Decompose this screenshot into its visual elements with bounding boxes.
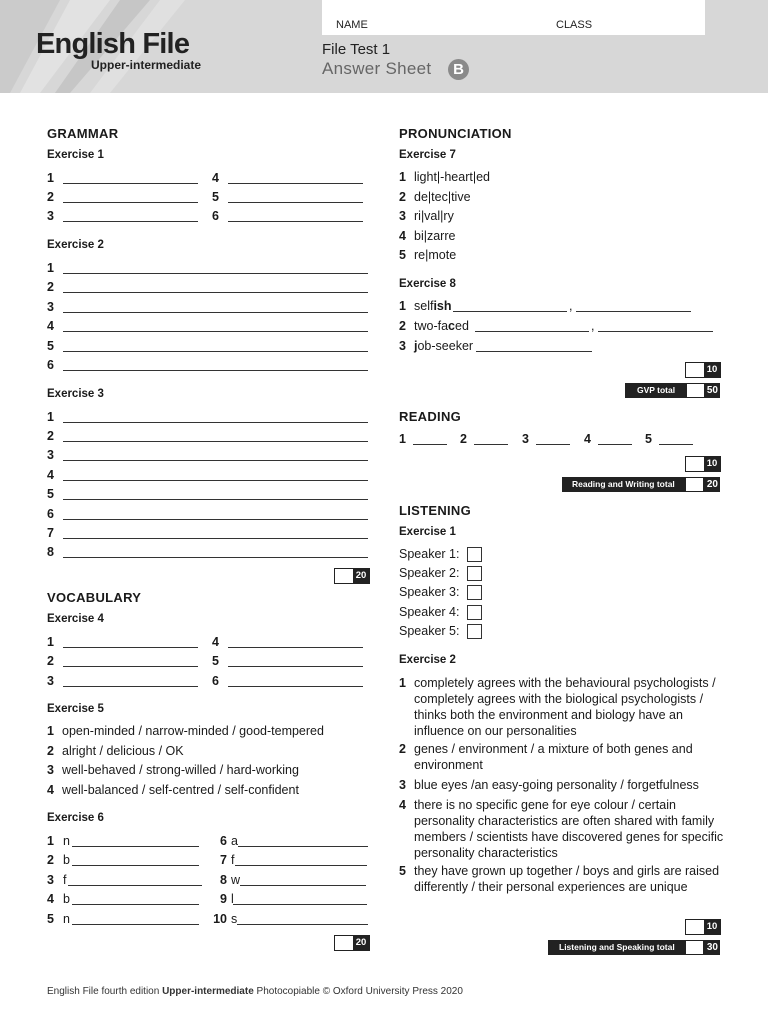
list-item[interactable]: 5 re|mote: [399, 248, 457, 262]
answer-line[interactable]: [63, 441, 368, 442]
answer-line[interactable]: [63, 557, 368, 558]
item-number: 1: [47, 261, 54, 275]
item-number: 1: [47, 834, 54, 848]
item-number: 5: [645, 432, 652, 446]
item-number: 2: [47, 190, 54, 204]
answer-line[interactable]: [233, 904, 367, 905]
reading-heading: READING: [399, 409, 462, 424]
item-number: 7: [47, 526, 54, 540]
answer-line[interactable]: [453, 311, 567, 312]
answer-line[interactable]: [413, 444, 447, 445]
class-label: CLASS: [556, 19, 593, 31]
item-number: 8: [47, 545, 54, 559]
answer-line[interactable]: [598, 444, 632, 445]
speaker-row: Speaker 1:: [399, 547, 482, 562]
vocabulary-score-value: 20: [353, 936, 369, 950]
answer-line[interactable]: [238, 846, 368, 847]
answer-line[interactable]: [72, 904, 199, 905]
listening-speaking-total-value: 30: [706, 942, 718, 953]
answer-line[interactable]: [228, 183, 363, 184]
listening-score-value: 10: [704, 920, 720, 934]
listening-heading: LISTENING: [399, 503, 472, 518]
footer-copyright: English File fourth edition Upper-intermediate Photocopiable © Oxford University Press 2020: [47, 986, 463, 997]
item-number: 10: [213, 912, 227, 926]
header-banner: [0, 0, 768, 93]
reading-score-value: 10: [704, 457, 720, 471]
answer-line[interactable]: [72, 924, 199, 925]
list-item[interactable]: 3 well-behaved / strong-willed / hard-working: [47, 763, 299, 777]
name-class-box[interactable]: [322, 0, 705, 35]
item-number: 1: [47, 635, 54, 649]
answer-line[interactable]: [63, 480, 368, 481]
first-letter: l: [231, 892, 234, 906]
answer-line[interactable]: [63, 422, 368, 423]
answer-line[interactable]: [63, 499, 368, 500]
item-number: 9: [220, 892, 227, 906]
item-number: 5: [212, 190, 219, 204]
list-item[interactable]: 1 open-minded / narrow-minded / good-tempered: [47, 724, 324, 738]
gvp-total-value: 50: [706, 385, 718, 396]
file-test-title: File Test 1: [322, 41, 391, 58]
answer-box[interactable]: [467, 624, 482, 639]
first-letter: n: [63, 912, 70, 926]
answer-line[interactable]: [474, 444, 508, 445]
listening-speaking-total-bar: [548, 940, 720, 955]
grammar-score-value: 20: [353, 569, 369, 583]
first-letter: b: [63, 853, 70, 867]
item-number: 4: [212, 635, 219, 649]
item-number: 4: [47, 892, 54, 906]
answer-box[interactable]: [467, 605, 482, 620]
answer-line[interactable]: [228, 647, 363, 648]
item-number: 2: [47, 654, 54, 668]
speaker-row: Speaker 2:: [399, 566, 482, 581]
answer-line[interactable]: [63, 292, 368, 293]
answer-line[interactable]: [63, 331, 368, 332]
grammar-score-box[interactable]: [334, 568, 370, 584]
speaker-row: Speaker 3:: [399, 585, 482, 600]
item-number: 6: [47, 507, 54, 521]
item-number: 4: [584, 432, 591, 446]
pronunciation-score-value: 10: [704, 363, 720, 377]
vocabulary-score-box[interactable]: [334, 935, 370, 951]
answer-line[interactable]: [228, 202, 363, 203]
item-number: 2: [47, 429, 54, 443]
item-number: 6: [212, 209, 219, 223]
first-letter: w: [231, 873, 241, 887]
item-number: 2: [47, 280, 54, 294]
answer-line[interactable]: [659, 444, 693, 445]
reading-score-box[interactable]: [685, 456, 721, 472]
answer-line[interactable]: [63, 370, 368, 371]
item-number: 5: [47, 487, 54, 501]
pronunciation-score-box[interactable]: [685, 362, 721, 378]
answer-line[interactable]: [476, 351, 592, 352]
vocabulary-heading: VOCABULARY: [47, 590, 142, 605]
exercise-8-label: Exercise 8: [399, 278, 456, 290]
answer-line[interactable]: [63, 519, 368, 520]
answer-line[interactable]: [63, 686, 198, 687]
answer-line[interactable]: [237, 924, 368, 925]
item-number: 3: [47, 448, 54, 462]
answer-line[interactable]: [63, 221, 198, 222]
listening-speaking-total-label: Listening and Speaking total: [559, 942, 675, 952]
answer-line[interactable]: [536, 444, 570, 445]
answer-line[interactable]: [63, 183, 198, 184]
logo-title: English File: [36, 28, 190, 60]
item-number: 1: [399, 432, 406, 446]
answer-line[interactable]: [63, 538, 368, 539]
answer-box[interactable]: [467, 566, 482, 581]
answer-line[interactable]: [63, 460, 368, 461]
item-number: 1: [47, 171, 54, 185]
item-number: 2: [460, 432, 467, 446]
gvp-total-input[interactable]: [687, 384, 704, 397]
list-item[interactable]: 1 light|-heart|ed: [399, 170, 490, 184]
list-item[interactable]: 2 de|tec|tive: [399, 190, 471, 204]
reading-writing-total-bar: [562, 477, 720, 492]
exercise-2-label: Exercise 2: [47, 239, 104, 251]
exercise-6-label: Exercise 6: [47, 812, 104, 824]
first-letter: n: [63, 834, 70, 848]
listening-exercise-1-label: Exercise 1: [399, 526, 456, 538]
answer-line[interactable]: [598, 331, 713, 332]
item-number: 5: [47, 339, 54, 353]
answer-sheet-title: Answer Sheet: [322, 59, 432, 78]
listening-score-box[interactable]: [685, 919, 721, 935]
first-letter: f: [231, 853, 235, 867]
exercise-7-label: Exercise 7: [399, 149, 456, 161]
answer-box[interactable]: [467, 585, 482, 600]
first-letter: f: [63, 873, 67, 887]
list-item[interactable]: 2 alright / delicious / OK: [47, 744, 184, 758]
version-badge: B: [448, 59, 469, 80]
reading-writing-total-label: Reading and Writing total: [572, 479, 675, 489]
speaker-row: Speaker 4:: [399, 605, 482, 620]
first-letter: a: [231, 834, 238, 848]
item-number: 4: [47, 468, 54, 482]
name-label: NAME: [336, 19, 368, 31]
answer-line[interactable]: [63, 351, 368, 352]
answer-box[interactable]: [467, 547, 482, 562]
list-item[interactable]: 3 ri|val|ry: [399, 209, 454, 223]
gvp-total-bar: [625, 383, 720, 398]
item-number: 3: [47, 873, 54, 887]
item-number: 1: [47, 410, 54, 424]
comma: ,: [569, 299, 573, 313]
item-number: 5: [47, 912, 54, 926]
answer-line[interactable]: [240, 885, 366, 886]
listening-exercise-2-label: Exercise 2: [399, 654, 456, 666]
gvp-total-label: GVP total: [637, 385, 676, 395]
listening-speaking-total-input[interactable]: [686, 941, 703, 954]
item-number: 4: [212, 171, 219, 185]
answer-line[interactable]: [235, 865, 367, 866]
item-number: 3: [47, 209, 54, 223]
grammar-heading: GRAMMAR: [47, 126, 119, 141]
reading-writing-total-value: 20: [706, 479, 718, 490]
item-number: 4: [47, 319, 54, 333]
answer-line[interactable]: [576, 311, 691, 312]
item-number: 6: [212, 674, 219, 688]
comma: ,: [591, 319, 595, 333]
answer-line[interactable]: [228, 221, 363, 222]
exercise-1-label: Exercise 1: [47, 149, 104, 161]
item-number: 8: [220, 873, 227, 887]
list-item[interactable]: 4 well-balanced / self-centred / self-confident: [47, 783, 299, 797]
exercise-3-label: Exercise 3: [47, 388, 104, 400]
item-number: 2: [47, 853, 54, 867]
item-number: 3: [522, 432, 529, 446]
item-number: 5: [212, 654, 219, 668]
first-letter: b: [63, 892, 70, 906]
pronunciation-heading: PRONUNCIATION: [399, 126, 512, 141]
answer-line[interactable]: [63, 273, 368, 274]
first-letter: s: [231, 912, 238, 926]
exercise-4-label: Exercise 4: [47, 613, 104, 625]
logo-subtitle: Upper-intermediate: [91, 58, 202, 72]
answer-line[interactable]: [63, 312, 368, 313]
exercise-5-label: Exercise 5: [47, 703, 104, 715]
reading-writing-total-input[interactable]: [686, 478, 703, 491]
answer-line[interactable]: [228, 666, 363, 667]
answer-line[interactable]: [63, 666, 198, 667]
speaker-row: Speaker 5:: [399, 624, 482, 639]
answer-line[interactable]: [475, 331, 589, 332]
item-number: 3: [47, 674, 54, 688]
answer-line[interactable]: [63, 647, 198, 648]
answer-line[interactable]: [63, 202, 198, 203]
answer-line[interactable]: [72, 846, 199, 847]
answer-line[interactable]: [72, 865, 199, 866]
list-item[interactable]: 4 bi|zarre: [399, 229, 456, 243]
answer-line[interactable]: [228, 686, 363, 687]
item-number: 7: [220, 853, 227, 867]
answer-line[interactable]: [68, 885, 202, 886]
item-number: 6: [220, 834, 227, 848]
item-number: 3: [47, 300, 54, 314]
item-number: 6: [47, 358, 54, 372]
